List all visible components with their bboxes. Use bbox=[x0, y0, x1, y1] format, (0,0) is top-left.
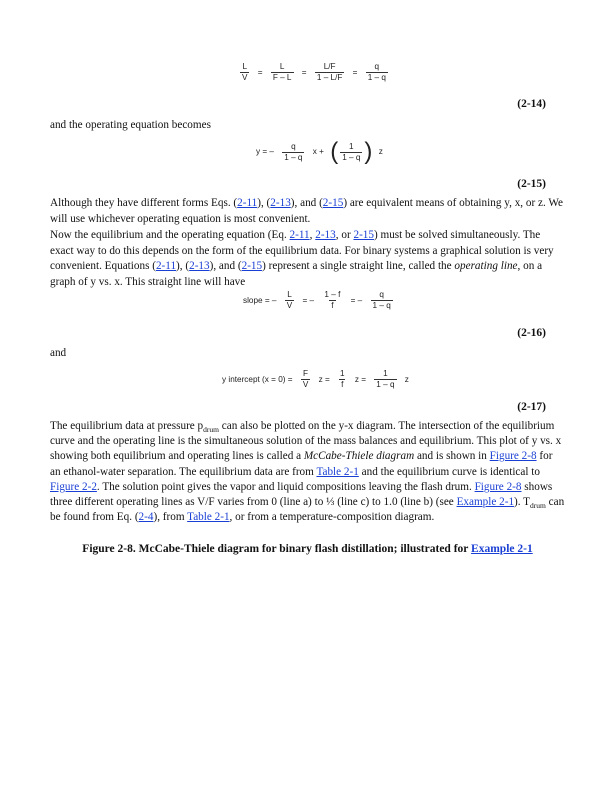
link-eq-2-11[interactable]: 2-11 bbox=[289, 229, 310, 241]
fraction-l-over-f-minus-l: $\frac{L}{F - L}$ bbox=[272, 62, 292, 82]
link-figure-2-8[interactable]: Figure 2-8 bbox=[489, 450, 537, 463]
and-line: and bbox=[50, 347, 67, 359]
equation-number-2-17: (2-17) bbox=[517, 401, 546, 413]
equation-number-2-14: (2-14) bbox=[517, 98, 546, 110]
equation-number-2-15: (2-15) bbox=[517, 178, 546, 190]
link-table-2-1[interactable]: Table 2-1 bbox=[316, 465, 359, 478]
paragraph-mccabe-thiele: The equilibrium data at pressure $p_{drum}$ can also be plotted on the y-x diagram. The intersection of the equilibrium curve and the operating line is the simultaneous solution of the mass balances and equilibrium. This plot of y vs. x showing both equilibrium and operating lines is called a McCabe-Thiele diagram and is shown in Figure 2-8 for an ethanol-water separation. The equilibrium data are from Table 2-1 and the equilibrium curve is identical to Figure 2-2. The solution point gives the vapor and liquid compositions leaving the flash drum. Figure 2-8 shows three different operating lines as V/F varies from 0 (line a) to ⅓ (line c) to 1.0 (line b) (see Example 2-1). $T_{drum}$ can be found from Eq. (2-4), from Table 2-1, or from a temperature-composition diagram. bbox=[50, 420, 565, 524]
link-table-2-1[interactable]: Table 2-1 bbox=[187, 511, 230, 524]
equation-2-16: slope = – $\frac{L}{V}$ = – $\frac{1 - f}{f}$ = – $\frac{q}{1 - q}$ bbox=[243, 290, 391, 310]
equation-2-14: $\frac{L}{V}$ = $\frac{L}{F - L}$ = $\frac{L/F}{1 - L/F}$ = $\frac{q}{1 - q}$ bbox=[242, 62, 386, 82]
link-figure-2-2[interactable]: Figure 2-2 bbox=[50, 480, 97, 493]
link-eq-2-11[interactable]: 2-11 bbox=[237, 197, 258, 209]
fraction-l-over-v: $\frac{L}{V}$ bbox=[242, 62, 248, 82]
link-eq-2-15[interactable]: 2-15 bbox=[322, 197, 344, 209]
equation-2-17: y intercept (x = 0) = $\frac{F}{V}$ z = $\frac{1}{f}$ z = $\frac{1}{1 - q}$ z bbox=[222, 369, 409, 389]
link-eq-2-15[interactable]: 2-15 bbox=[353, 229, 374, 241]
link-eq-2-13[interactable]: 2-13 bbox=[315, 229, 336, 241]
paragraph-operating-line: Now the equilibrium and the operating equation (Eq. 2-11, 2-13, or 2-15) must be solved simultaneously. The exact way to do this depends on the form of the equilibrium data. For binary systems a graphical solution is very convenient. Equations (2-11), (2-13), and (2-15) represent a single straight line, called the operating line, on a graph of y vs. x. This straight line will have bbox=[50, 229, 554, 288]
figure-caption: Figure 2-8. McCabe-Thiele diagram for binary flash distillation; illustrated for Example 2-1 bbox=[82, 543, 533, 555]
link-figure-2-8[interactable]: Figure 2-8 bbox=[474, 480, 522, 493]
fraction-q: $\frac{q}{1 - q}$ bbox=[367, 62, 386, 82]
link-eq-2-4[interactable]: 2-4 bbox=[138, 511, 154, 524]
link-example-2-1[interactable]: Example 2-1 bbox=[471, 543, 533, 555]
link-eq-2-13[interactable]: 2-13 bbox=[189, 260, 210, 272]
link-eq-2-15[interactable]: 2-15 bbox=[241, 260, 263, 272]
link-eq-2-13[interactable]: 2-13 bbox=[270, 197, 291, 209]
link-eq-2-11[interactable]: 2-11 bbox=[155, 260, 177, 272]
link-example-2-1[interactable]: Example 2-1 bbox=[456, 496, 515, 509]
fraction-lf: $\frac{L/F}{1 - L/F}$ bbox=[316, 62, 343, 82]
equation-2-15: y = – $\frac{q}{1 - q}$ x + ( $\frac{1}{1 - q}$ ) z bbox=[256, 138, 383, 165]
equation-number-2-16: (2-16) bbox=[517, 327, 546, 339]
intro-line: and the operating equation becomes bbox=[50, 119, 211, 131]
paragraph-equivalence: Although they have different forms Eqs. (2-11), (2-13), and (2-15) are equivalent means of obtaining y, x, or z. We will use whichever operating equation is most convenient. bbox=[50, 197, 563, 225]
